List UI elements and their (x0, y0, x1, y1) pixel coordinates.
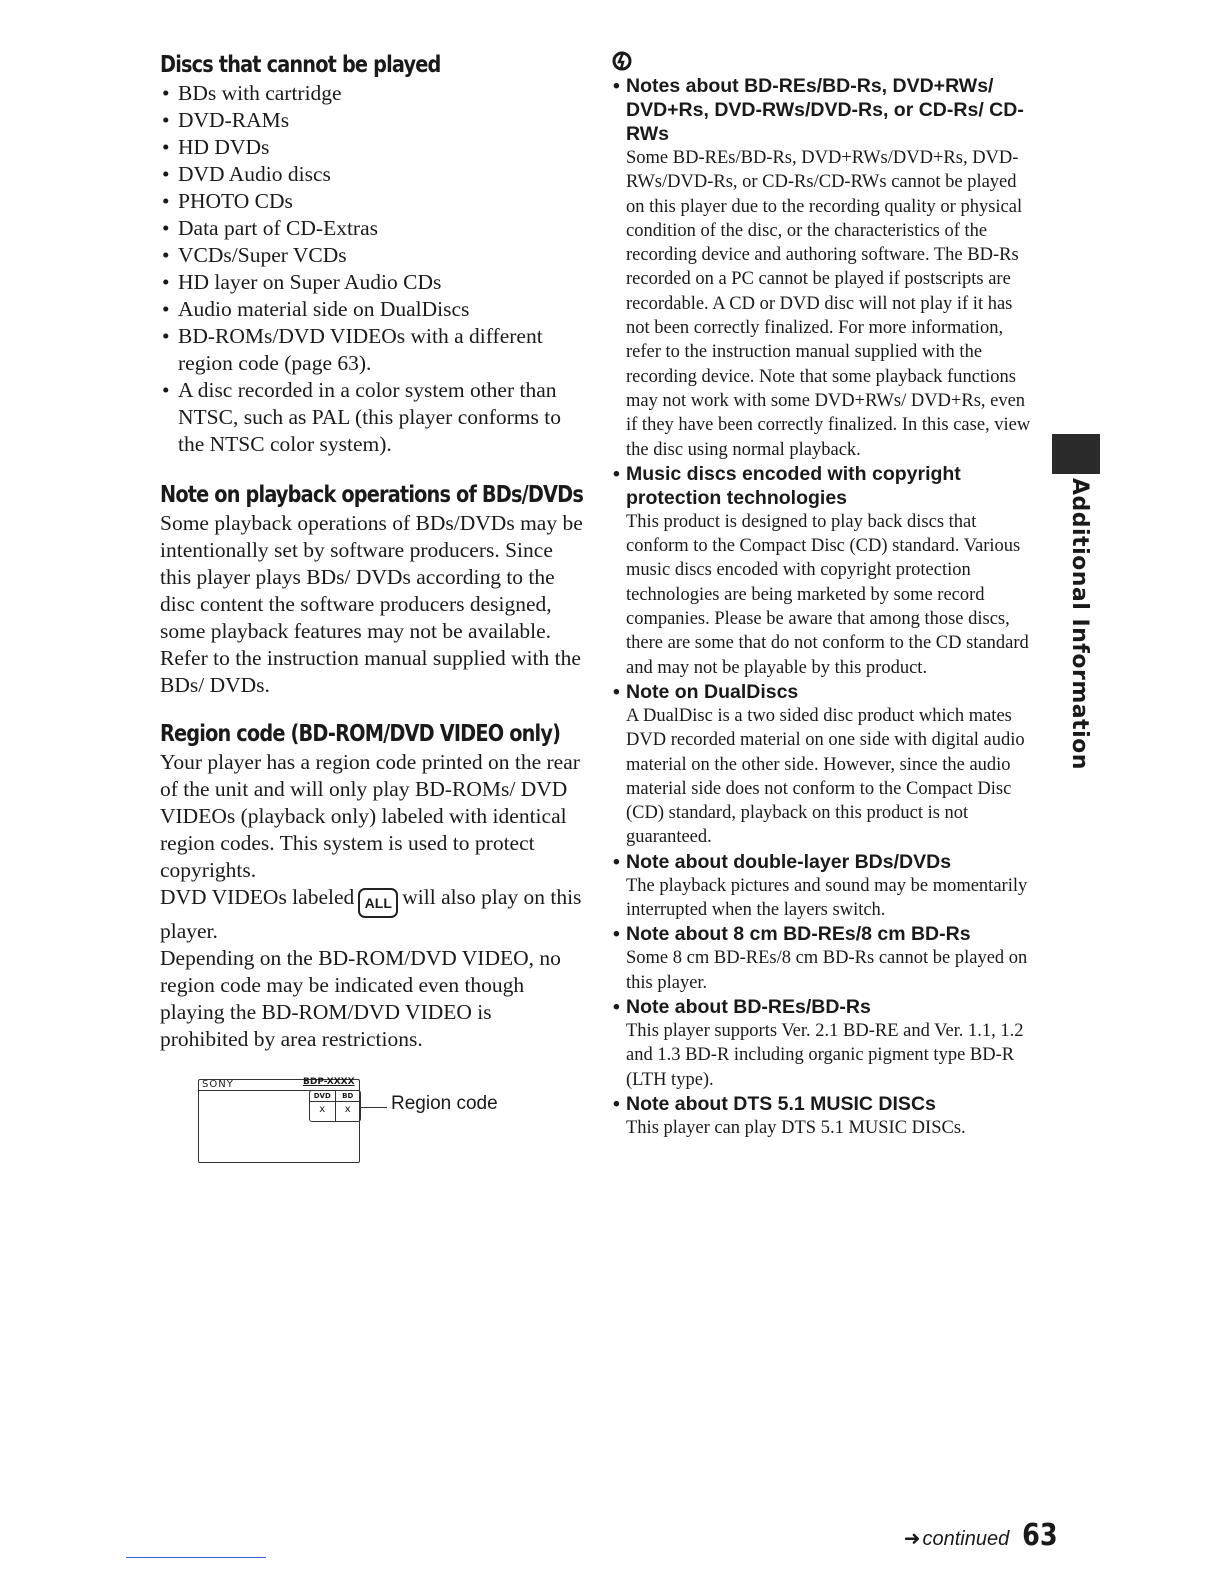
figure-caption: Region code (391, 1093, 498, 1114)
section-heading: Note on playback operations of BDs/DVDs (160, 482, 584, 508)
note-item (612, 850, 1032, 923)
list-item: • Data part of CD-Extras (160, 215, 585, 242)
note-body: This player supports Ver. 2.1 BD-RE and Ver. 1.1, 1.2 and 1.3 BD-R including organic pigment type BD-R (LTH type). (626, 1020, 1024, 1090)
section-heading: Discs that cannot be played (160, 52, 441, 78)
list-item: • BD-ROMs/DVD VIDEOs with a different region code (page 63). (160, 323, 585, 377)
section-region-code (160, 719, 585, 1169)
note-item (612, 995, 1032, 1092)
note-body: This player can play DTS 5.1 MUSIC DISCs. (626, 1117, 966, 1138)
brand-logo: SONY (202, 1079, 234, 1090)
note-body: This product is designed to play back discs that conform to the Compact Disc (CD) standard. Various music discs encoded with copyright protection technologies are being marketed by some record companies. Please be aware that among those discs, there are some that do not conform to the CD standard and may not be playable by this product. (626, 511, 1029, 678)
note-body: A DualDisc is a two sided disc product which mates DVD recorded material on one side with digital audio material on the other side. However, since the audio material side does not conform to the Compact Disc (CD) standard, playback on this product is not guaranteed. (626, 705, 1025, 848)
note-item (612, 680, 1032, 850)
all-note-pre: DVD VIDEOs labeled (160, 885, 355, 909)
note-title: • Music discs encoded with copyright protection technologies (626, 462, 1032, 510)
dvd-region-value: x (319, 1104, 326, 1115)
note-title: • Note about 8 cm BD-REs/8 cm BD-Rs (626, 922, 1032, 946)
section-playback-operations (160, 480, 585, 699)
player-rear-panel (198, 1079, 360, 1163)
dvd-label: DVD (310, 1091, 335, 1102)
bd-region-value: x (344, 1104, 351, 1115)
chapter-tab-text: Additional Information (1067, 478, 1092, 770)
region-all-icon: ALL (358, 888, 398, 918)
list-item: • Audio material side on DualDiscs (160, 296, 585, 323)
region-code-figure (198, 1079, 538, 1169)
section-body: Depending on the BD-ROM/DVD VIDEO, no region code may be indicated even though playing the BD-ROM/DVD VIDEO is prohibited by area restrictions. (160, 946, 561, 1051)
chapter-tab-label (1060, 478, 1092, 770)
list-item: • DVD Audio discs (160, 161, 585, 188)
list-item: • BDs with cartridge (160, 80, 585, 107)
page-number: 63 (1022, 1518, 1058, 1553)
list-item: • HD DVDs (160, 134, 585, 161)
all-note-post: will also play on this player. (160, 885, 582, 943)
list-item: • PHOTO CDs (160, 188, 585, 215)
bd-region-cell (335, 1091, 361, 1121)
page-footer (904, 1518, 1061, 1553)
section-discs-cannot-play (160, 50, 585, 458)
all-region-note (160, 884, 585, 945)
section-heading: Region code (BD-ROM/DVD VIDEO only) (160, 721, 561, 747)
list-item: • HD layer on Super Audio CDs (160, 269, 585, 296)
note-title: • Note on DualDiscs (626, 680, 1032, 704)
continued-arrow-icon: ➜ (903, 1526, 921, 1550)
note-title: • Note about BD-REs/BD-Rs (626, 995, 1032, 1019)
bd-label: BD (336, 1091, 361, 1102)
list-item: • A disc recorded in a color system other than NTSC, such as PAL (this player conforms to the NTSC color system). (160, 377, 585, 458)
note-symbol-icon (612, 50, 632, 72)
model-label: BDP-XXXX (303, 1077, 355, 1087)
dvd-region-cell (310, 1091, 335, 1121)
note-item (612, 462, 1032, 680)
section-body: Your player has a region code printed on the rear of the unit and will only play BD-ROMs/ DVD VIDEOs (playback only) labeled with identical region codes. This system is used to protect copyrights. (160, 750, 580, 882)
note-item (612, 922, 1032, 995)
note-item (612, 74, 1032, 462)
unplayable-disc-list (160, 80, 585, 458)
right-column (612, 50, 1032, 1140)
note-item (612, 1092, 1032, 1140)
note-body: The playback pictures and sound may be momentarily interrupted when the layers switch. (626, 875, 1028, 921)
region-code-mark (309, 1090, 361, 1122)
note-body: Some BD-REs/BD-Rs, DVD+RWs/DVD+Rs, DVD-RWs/DVD-Rs, or CD-Rs/CD-RWs cannot be played on this player due to the recording quality or physical condition of the disc, or the characteristics of the recording device and authoring software. The BD-Rs recorded on a PC cannot be played if postscripts are recordable. A CD or DVD disc will not play if it has not been correctly finalized. For more information, refer to the instruction manual supplied with the recording device. Note that some playback functions may not work with some DVD+RWs/ DVD+Rs, even if they have been correctly finalized. In this case, view the disc using normal playback. (626, 148, 1031, 460)
bottom-rule (126, 1557, 266, 1558)
left-column (160, 50, 585, 1169)
note-title: • Notes about BD-REs/BD-Rs, DVD+RWs/ DVD+Rs, DVD-RWs/DVD-Rs, or CD-Rs/ CD-RWs (626, 74, 1032, 146)
note-title: • Note about double-layer BDs/DVDs (626, 850, 1032, 874)
note-icon (612, 50, 1032, 72)
callout-line (359, 1107, 387, 1108)
section-body: Some playback operations of BDs/DVDs may be intentionally set by software producers. Since this player plays BDs/ DVDs according to the disc content the software producers designed, some playback features may not be available. Refer to the instruction manual supplied with the BDs/ DVDs. (160, 511, 583, 697)
chapter-tab-marker (1052, 434, 1100, 474)
list-item: • DVD-RAMs (160, 107, 585, 134)
note-body: Some 8 cm BD-REs/8 cm BD-Rs cannot be played on this player. (626, 948, 1028, 993)
note-title: • Note about DTS 5.1 MUSIC DISCs (626, 1092, 1032, 1116)
list-item: • VCDs/Super VCDs (160, 242, 585, 269)
continued-label: continued (922, 1528, 1010, 1550)
